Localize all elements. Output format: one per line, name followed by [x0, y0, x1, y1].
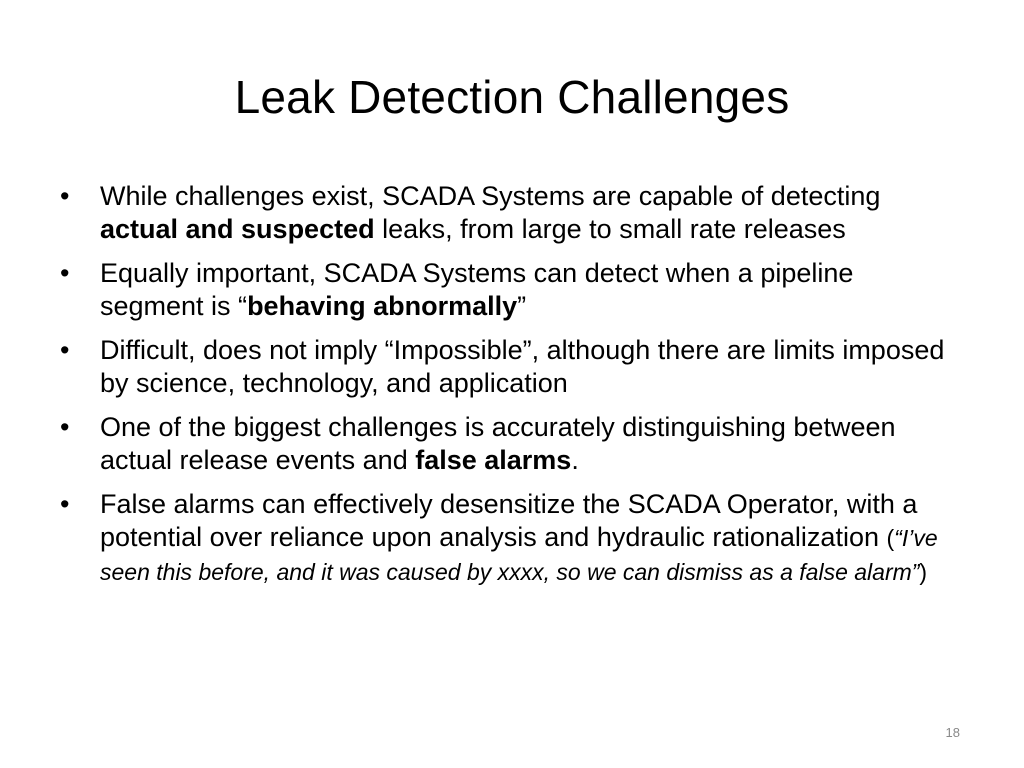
bullet-quote-italic: “I’ve seen this before, and it was caused by xxxx, so we can dismiss as a false alarm”	[100, 525, 938, 585]
bullet-item-5	[60, 488, 960, 589]
bullet-icon: •	[60, 335, 70, 365]
bullet-text	[100, 489, 938, 586]
bullet-text-plain: False alarms can effectively desensitize the SCADA Operator, with a potential over reliance upon analysis and hydraulic rationalization	[100, 489, 918, 552]
bullet-item-1	[60, 180, 960, 246]
slide-title: Leak Detection Challenges	[234, 71, 790, 123]
bullet-text-bold: false alarms	[415, 445, 572, 475]
bullet-icon: •	[60, 181, 70, 211]
bullet-text-plain: One of the biggest challenges is accurately distinguishing between actual release events and	[100, 412, 896, 475]
paren-open: (	[886, 525, 895, 551]
bullet-text-plain: ”	[517, 291, 527, 321]
page-number: 18	[945, 725, 960, 740]
bullet-text	[100, 412, 896, 475]
bullet-text-bold: behaving abnormally	[247, 291, 518, 321]
bullet-item-3	[60, 334, 960, 400]
bullet-icon: •	[60, 412, 70, 442]
bullet-icon: •	[60, 258, 70, 288]
bullet-text-bold: actual and suspected	[100, 214, 375, 244]
bullet-item-4	[60, 411, 960, 477]
bullet-item-2	[60, 257, 960, 323]
paren-close: )	[919, 559, 928, 585]
bullet-text: Difficult, does not imply “Impossible”, although there are limits imposed by science, technology, and application	[100, 335, 945, 398]
bullet-text	[100, 181, 880, 244]
bullet-icon: •	[60, 489, 70, 519]
bullet-text-plain: While challenges exist, SCADA Systems are capable of detecting	[100, 181, 881, 211]
bullet-text-plain: .	[571, 445, 579, 475]
bullet-text	[100, 258, 853, 321]
bullet-list	[60, 180, 960, 600]
bullet-text-plain: Equally important, SCADA Systems can detect when a pipeline segment is “	[100, 258, 854, 321]
bullet-text-plain: leaks, from large to small rate releases	[374, 214, 846, 244]
